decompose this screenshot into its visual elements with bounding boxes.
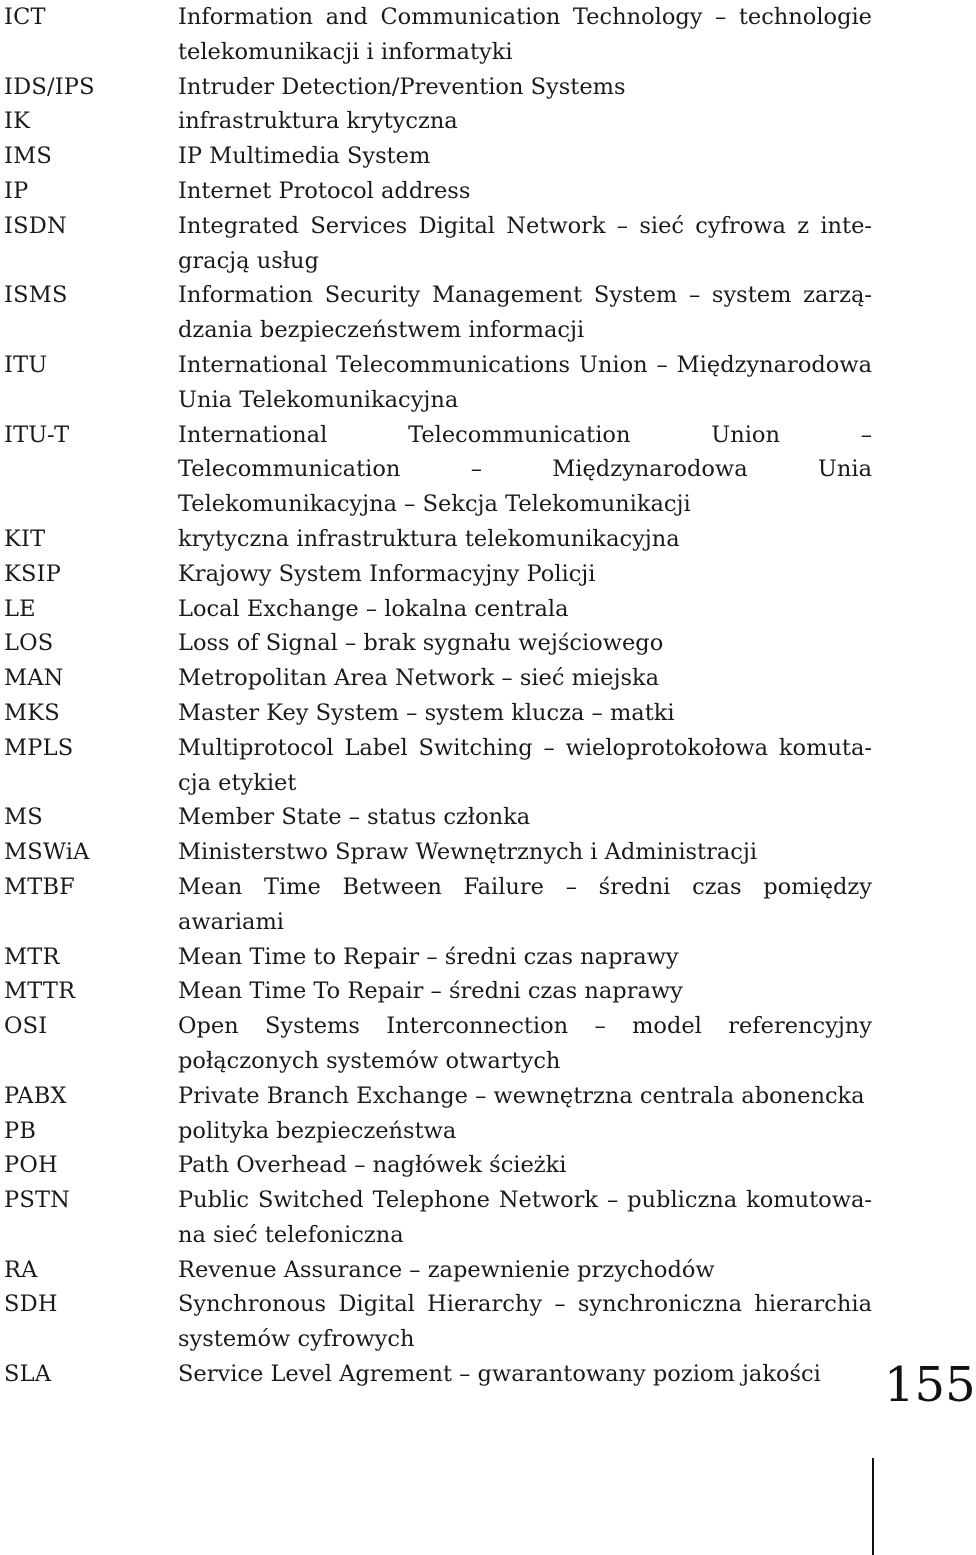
glossary-abbreviation: SDH bbox=[4, 1291, 58, 1318]
glossary-entry bbox=[4, 940, 872, 975]
glossary-abbreviation: LE bbox=[4, 595, 36, 622]
glossary-definition: Path Overhead – nagłówek ścieżki bbox=[178, 1152, 567, 1179]
glossary-entry bbox=[4, 1114, 872, 1149]
glossary-definition: Metropolitan Area Network – sieć miejska bbox=[178, 665, 660, 692]
glossary-entry bbox=[4, 209, 872, 279]
glossary-abbreviation: ISDN bbox=[4, 212, 67, 239]
glossary-entry bbox=[4, 800, 872, 835]
glossary-abbreviation: MSWiA bbox=[4, 839, 90, 866]
glossary-entry bbox=[4, 626, 872, 661]
glossary-entry bbox=[4, 974, 872, 1009]
glossary-definition: Internet Protocol address bbox=[178, 177, 471, 204]
glossary-definition: Mean Time To Repair – średni czas naprawy bbox=[178, 978, 683, 1005]
glossary-entry bbox=[4, 592, 872, 627]
glossary-entry bbox=[4, 174, 872, 209]
glossary-list bbox=[4, 0, 872, 1392]
glossary-abbreviation: MKS bbox=[4, 699, 60, 726]
glossary-abbreviation: MPLS bbox=[4, 734, 74, 761]
glossary-abbreviation: PSTN bbox=[4, 1187, 71, 1214]
glossary-entry bbox=[4, 870, 872, 940]
glossary-abbreviation: IP bbox=[4, 177, 29, 204]
glossary-abbreviation: IDS/IPS bbox=[4, 73, 95, 100]
glossary-definition: IP Multimedia System bbox=[178, 143, 431, 170]
glossary-entry bbox=[4, 1357, 872, 1392]
glossary-entry bbox=[4, 278, 872, 348]
glossary-definition: Loss of Signal – brak sygnału wejściowego bbox=[178, 630, 664, 657]
glossary-abbreviation: ISMS bbox=[4, 282, 68, 309]
glossary-definition: Synchronous Digital Hierarchy – synchroniczna hierarchia systemów cyfrowych bbox=[178, 1291, 872, 1353]
glossary-entry bbox=[4, 661, 872, 696]
glossary-entry bbox=[4, 1148, 872, 1183]
glossary-abbreviation: ITU bbox=[4, 351, 48, 378]
glossary-entry bbox=[4, 1253, 872, 1288]
glossary-abbreviation: OSI bbox=[4, 1013, 48, 1040]
glossary-entry bbox=[4, 731, 872, 801]
glossary-definition: Local Exchange – lokalna centrala bbox=[178, 595, 569, 622]
page-number: 155 bbox=[884, 1357, 976, 1413]
glossary-definition: Integrated Services Digital Network – sieć cyfrowa z integracją usług bbox=[178, 212, 872, 274]
glossary-abbreviation: SLA bbox=[4, 1361, 52, 1388]
glossary-definition: Public Switched Telephone Network – publiczna komutowana sieć telefoniczna bbox=[178, 1187, 872, 1248]
glossary-abbreviation: MS bbox=[4, 804, 43, 831]
glossary-entry bbox=[4, 835, 872, 870]
glossary-definition: Multiprotocol Label Switching – wieloprotokołowa komutacja etykiet bbox=[178, 734, 872, 796]
glossary-entry bbox=[4, 1287, 872, 1357]
glossary-definition: Mean Time Between Failure – średni czas pomiędzy awariami bbox=[178, 873, 872, 935]
glossary-abbreviation: MTR bbox=[4, 943, 60, 970]
glossary-definition: Open Systems Interconnection – model referencyjny połączonych systemów otwartych bbox=[178, 1013, 872, 1074]
glossary-entry bbox=[4, 1183, 872, 1253]
glossary-entry bbox=[4, 1079, 872, 1114]
glossary-entry bbox=[4, 348, 872, 418]
glossary-abbreviation: MTTR bbox=[4, 978, 76, 1005]
glossary-abbreviation: KIT bbox=[4, 525, 46, 552]
glossary-abbreviation: MAN bbox=[4, 665, 64, 692]
glossary-definition: Member State – status członka bbox=[178, 804, 531, 831]
glossary-definition: krytyczna infrastruktura telekomunikacyjna bbox=[178, 525, 680, 552]
glossary-definition: Krajowy System Informacyjny Policji bbox=[178, 560, 596, 587]
glossary-abbreviation: ICT bbox=[4, 4, 46, 30]
glossary-definition: Revenue Assurance – zapewnienie przychodów bbox=[178, 1256, 715, 1283]
glossary-entry bbox=[4, 70, 872, 105]
glossary-definition: Service Level Agrement – gwarantowany poziom jakości bbox=[178, 1361, 821, 1388]
glossary-definition: Ministerstwo Spraw Wewnętrznych i Administracji bbox=[178, 839, 758, 866]
margin-rule bbox=[872, 1458, 874, 1555]
glossary-definition: Private Branch Exchange – wewnętrzna centrala abonencka bbox=[178, 1082, 865, 1109]
glossary-abbreviation: IMS bbox=[4, 143, 52, 170]
glossary-abbreviation: IK bbox=[4, 108, 31, 135]
glossary-abbreviation: PABX bbox=[4, 1082, 67, 1109]
glossary-entry bbox=[4, 1009, 872, 1079]
glossary-definition: infrastruktura krytyczna bbox=[178, 108, 458, 135]
glossary-abbreviation: RA bbox=[4, 1256, 38, 1283]
glossary-abbreviation: MTBF bbox=[4, 873, 75, 900]
glossary-definition: Master Key System – system klucza – matki bbox=[178, 699, 675, 726]
glossary-entry bbox=[4, 522, 872, 557]
glossary-abbreviation: KSIP bbox=[4, 560, 62, 587]
glossary-definition: Mean Time to Repair – średni czas naprawy bbox=[178, 943, 679, 970]
glossary-definition: polityka bezpieczeństwa bbox=[178, 1117, 457, 1144]
glossary-abbreviation: LOS bbox=[4, 630, 54, 657]
glossary-definition: International Telecommunication Union – Telecommunication – Międzynarodowa Unia Telekomunikacyjna – Sekcja Telekomunikacji bbox=[178, 421, 872, 518]
glossary-entry bbox=[4, 0, 872, 70]
glossary-definition: Intruder Detection/Prevention Systems bbox=[178, 73, 626, 100]
glossary-abbreviation: ITU-T bbox=[4, 421, 70, 448]
glossary-entry bbox=[4, 557, 872, 592]
glossary-definition: Information Security Management System – system zarządzania bezpieczeństwem informacji bbox=[178, 282, 872, 344]
glossary-definition: International Telecommunications Union – Międzynarodowa Unia Telekomunikacyjna bbox=[178, 351, 872, 413]
glossary-entry bbox=[4, 104, 872, 139]
glossary-abbreviation: PB bbox=[4, 1117, 37, 1144]
glossary-entry bbox=[4, 418, 872, 522]
glossary-abbreviation: POH bbox=[4, 1152, 58, 1179]
glossary-entry bbox=[4, 139, 872, 174]
glossary-definition: Information and Communication Technology – technologie telekomunikacji i informatyki bbox=[178, 4, 872, 65]
glossary-entry bbox=[4, 696, 872, 731]
